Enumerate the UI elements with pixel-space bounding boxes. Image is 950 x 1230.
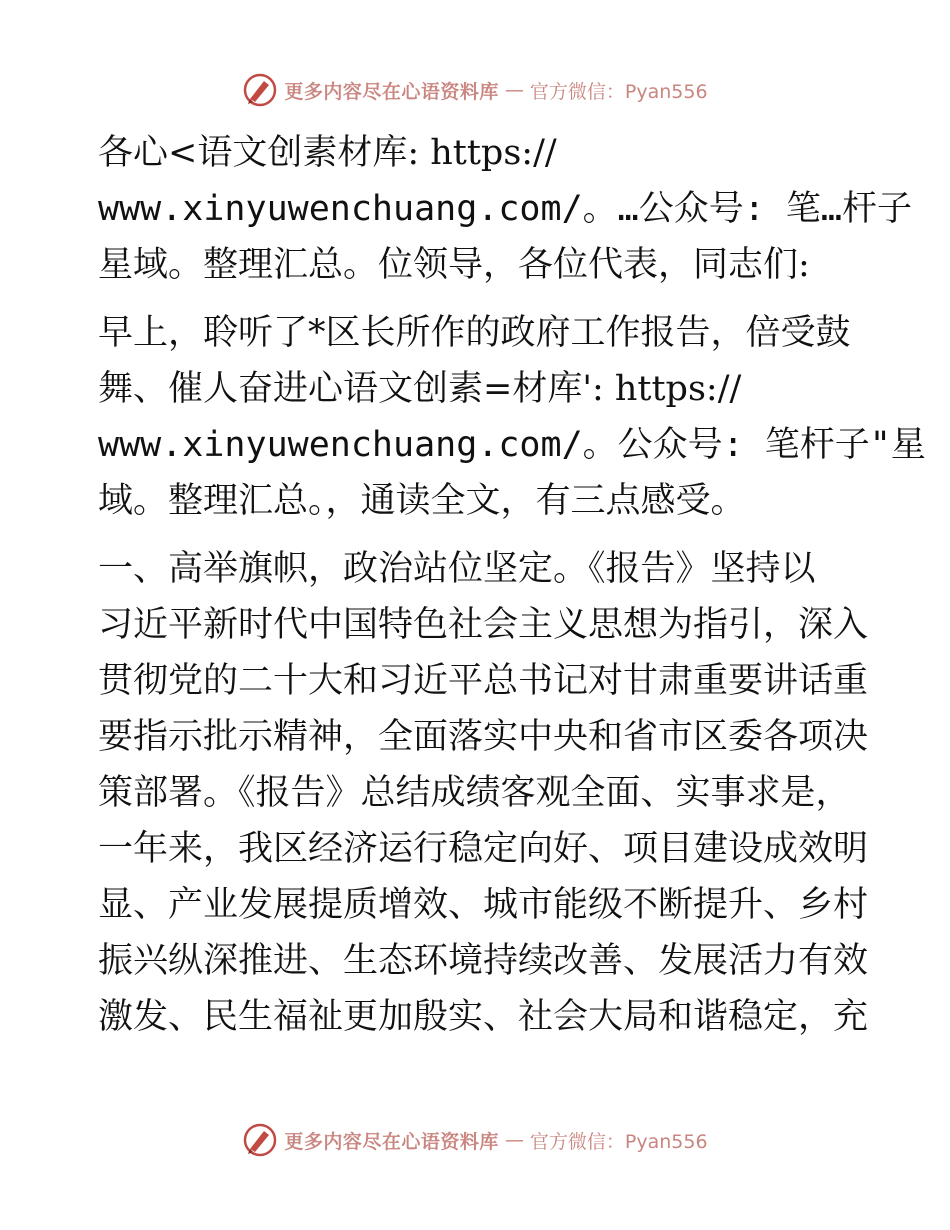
text-line: 域。整理汇总。，通读全文，有三点感受。 xyxy=(98,481,746,521)
pen-logo-icon xyxy=(242,72,278,108)
text-line: 显、产业发展提质增效、城市能级不断提升、乡村 xyxy=(98,885,869,925)
watermark-text: 更多内容尽在心语资料库 xyxy=(284,80,499,103)
document-body xyxy=(98,125,926,1057)
footer-watermark xyxy=(0,1120,950,1160)
text-line: 舞、催人奋进心语文创素=材库': https:// xyxy=(98,369,742,409)
text-line: 一年来，我区经济运行稳定向好、项目建设成效明 xyxy=(98,829,869,869)
paragraph-2 xyxy=(98,305,926,529)
text-line: www.xinyuwenchuang.com/。…公众号: 笔…杆子 xyxy=(98,189,912,229)
paragraph-1 xyxy=(98,125,912,293)
watermark-separator: — xyxy=(504,1129,524,1151)
text-line: 贯彻党的二十大和习近平总书记对甘肃重要讲话重 xyxy=(98,661,869,701)
header-watermark xyxy=(0,70,950,110)
text-line: 星域。整理汇总。位领导，各位代表，同志们: xyxy=(98,245,810,285)
text-line: 一、高举旗帜，政治站位坚定。《报告》坚持以 xyxy=(98,549,816,589)
text-line: 要指示批示精神，全面落实中央和省市区委各项决 xyxy=(98,717,869,757)
text-line: 策部署。《报告》总结成绩客观全面、实事求是， xyxy=(98,773,851,813)
text-line: 习近平新时代中国特色社会主义思想为指引，深入 xyxy=(98,605,869,645)
watermark-text: 更多内容尽在心语资料库 xyxy=(284,1130,499,1153)
paragraph-3 xyxy=(98,541,869,1045)
watermark-wechat: 官方微信：Pyan556 xyxy=(529,1130,708,1153)
pen-logo-icon xyxy=(242,1122,278,1158)
text-line: 早上，聆听了*区长所作的政府工作报告，倍受鼓 xyxy=(98,313,851,353)
text-line: 振兴纵深推进、生态环境持续改善、发展活力有效 xyxy=(98,941,869,981)
watermark-separator: — xyxy=(504,79,524,101)
watermark-wechat: 官方微信：Pyan556 xyxy=(529,80,708,103)
text-line: www.xinyuwenchuang.com/。公众号: 笔杆子"星 xyxy=(98,425,926,465)
text-line: 各心<语文创素材库: https:// xyxy=(98,133,557,173)
text-line: 激发、民生福祉更加殷实、社会大局和谐稳定，充 xyxy=(98,997,869,1037)
